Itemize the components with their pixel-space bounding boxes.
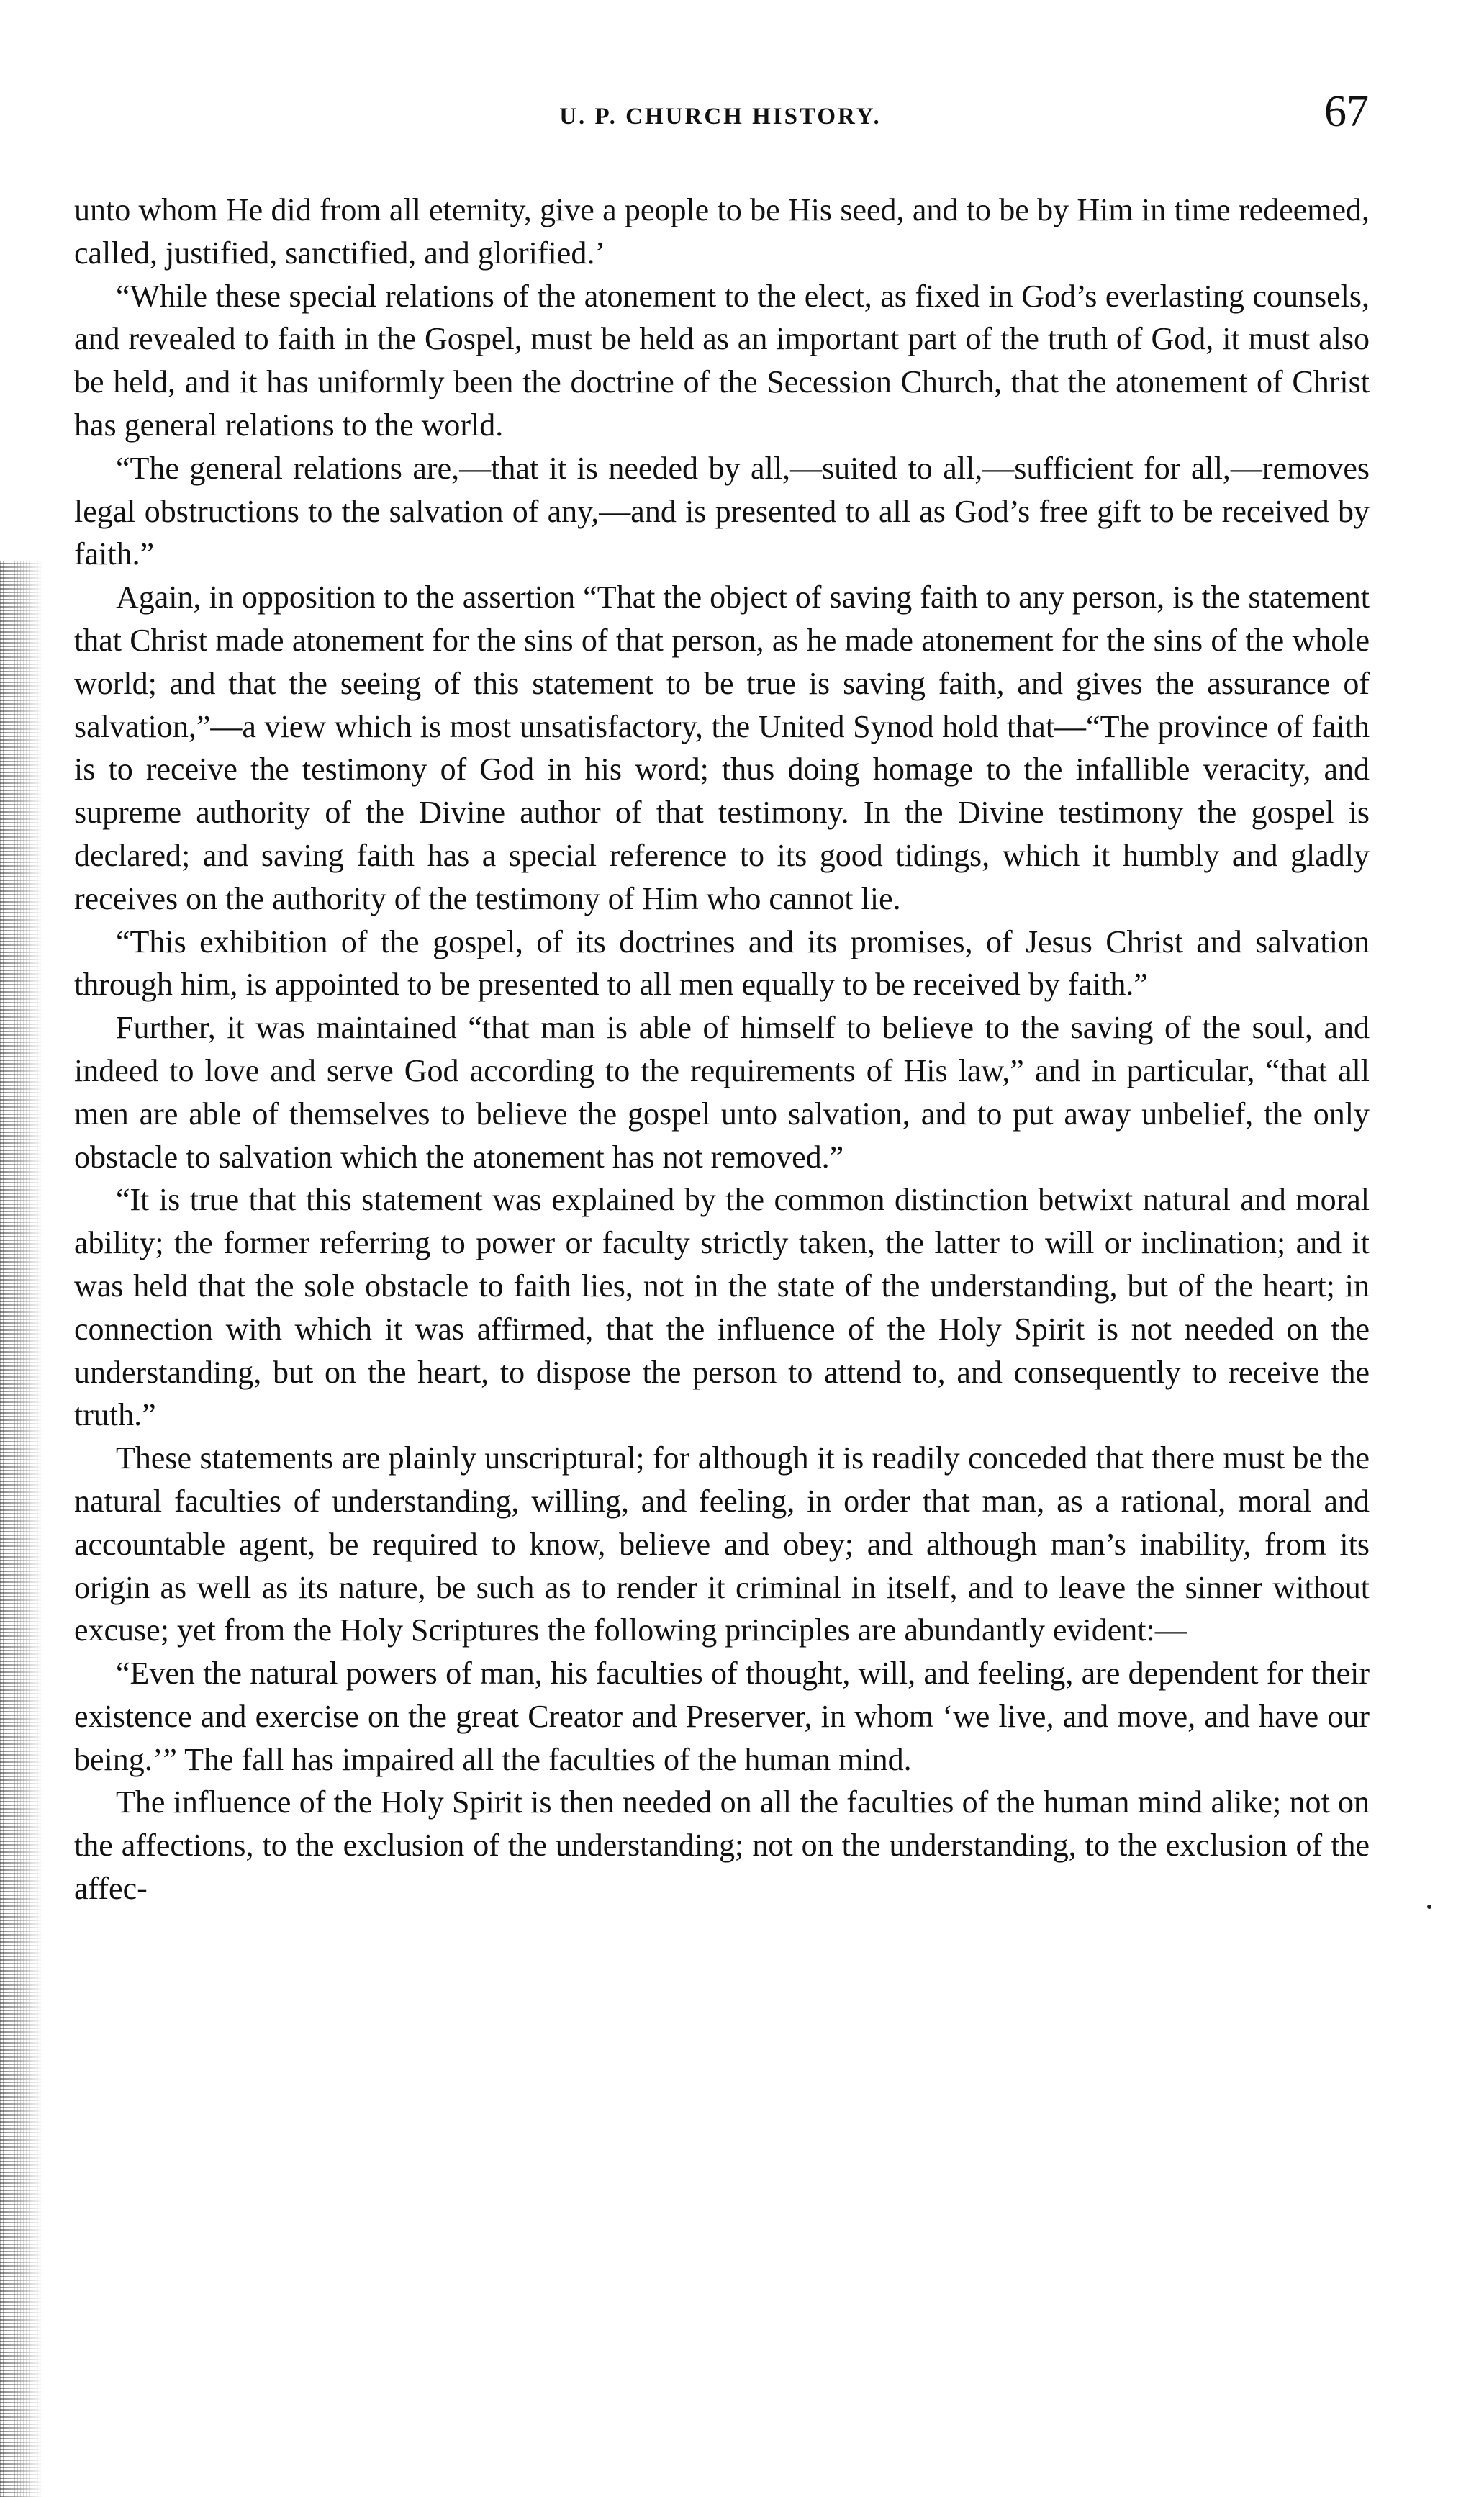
paragraph: “While these special relations of the atonement to the elect, as fixed in God’s everlasting counsels, and revealed to faith in the Gospel, must be held as an important part of the truth of God, it must also be held, and it has uniformly been the doctrine of the Secession Church, that the atonement of Christ has general relations to the world. bbox=[74, 278, 1370, 443]
page-header bbox=[72, 86, 1369, 151]
page-number: 67 bbox=[1324, 87, 1369, 136]
paragraph: unto whom He did from all eternity, give a people to be His seed, and to be by Him in time redeemed, called, justified, sanctified, and glorified.’ bbox=[74, 192, 1370, 271]
scan-speck bbox=[1427, 1905, 1431, 1909]
paragraph: Further, it was maintained “that man is able of himself to believe to the saving of the soul, and indeed to love and serve God according to the requirements of His law,” and in particular, “that all men are able of themselves to believe the gospel unto salvation, and to put away unbelief, the only obstacle to salvation which the atonement has not removed.” bbox=[74, 1010, 1370, 1175]
paragraph: Again, in opposition to the assertion “That the object of saving faith to any person, is the statement that Christ made atonement for the sins of that person, as he made atonement for the sins of the whole world; and that the seeing of this statement to be true is saving faith, and gives the assurance of salvation,”—a view which is most unsatisfactory, the United Synod hold that—“The province of faith is to receive the testimony of God in his word; thus doing homage to the infallible veracity, and supreme authority of the Divine author of that testimony. In the Divine testimony the gospel is declared; and saving faith has a special reference to its good tidings, which it humbly and gladly receives on the authority of the testimony of Him who cannot lie. bbox=[74, 579, 1370, 916]
paragraph: “Even the natural powers of man, his faculties of thought, will, and feeling, are dependent for their existence and exercise on the great Creator and Preserver, in whom ‘we live, and move, and have our being.’” The fall has impaired all the faculties of the human mind. bbox=[74, 1656, 1370, 1777]
paragraph: “The general relations are,—that it is needed by all,—suited to all,—sufficient for all,—removes legal obstructions to the salvation of any,—and is presented to all as God’s free gift to be received by faith.” bbox=[74, 450, 1370, 572]
running-head: U. P. CHURCH HISTORY. bbox=[559, 104, 882, 130]
paragraph: These statements are plainly unscriptural; for although it is readily conceded that there must be the natural faculties of understanding, willing, and feeling, in order that man, as a rational, moral and accountable agent, be required to know, believe and obey; and although man’s inability, from its origin as well as its nature, be such as to render it criminal in itself, and to leave the sinner without excuse; yet from the Holy Scriptures the following principles are abundantly evident:— bbox=[74, 1440, 1370, 1648]
paragraph: “This exhibition of the gospel, of its doctrines and its promises, of Jesus Christ and salvation through him, is appointed to be presented to all men equally to be received by faith.” bbox=[74, 924, 1370, 1003]
paragraph: The influence of the Holy Spirit is then needed on all the faculties of the human mind alike; not on the affections, to the exclusion of the understanding; not on the understanding, to the exclusion of the affec- bbox=[74, 1784, 1370, 1907]
body-text bbox=[74, 189, 1370, 1910]
paragraph: “It is true that this statement was explained by the common distinction betwixt natural and moral ability; the former referring to power or faculty strictly taken, the latter to will or inclination; and it was held that the sole obstacle to faith lies, not in the state of the understanding, but of the heart; in connection with which it was affirmed, that the influence of the Holy Spirit is not needed on the understanding, but on the heart, to dispose the person to attend to, and consequently to receive the truth.” bbox=[74, 1182, 1370, 1433]
scan-gutter-shadow bbox=[0, 561, 43, 2497]
